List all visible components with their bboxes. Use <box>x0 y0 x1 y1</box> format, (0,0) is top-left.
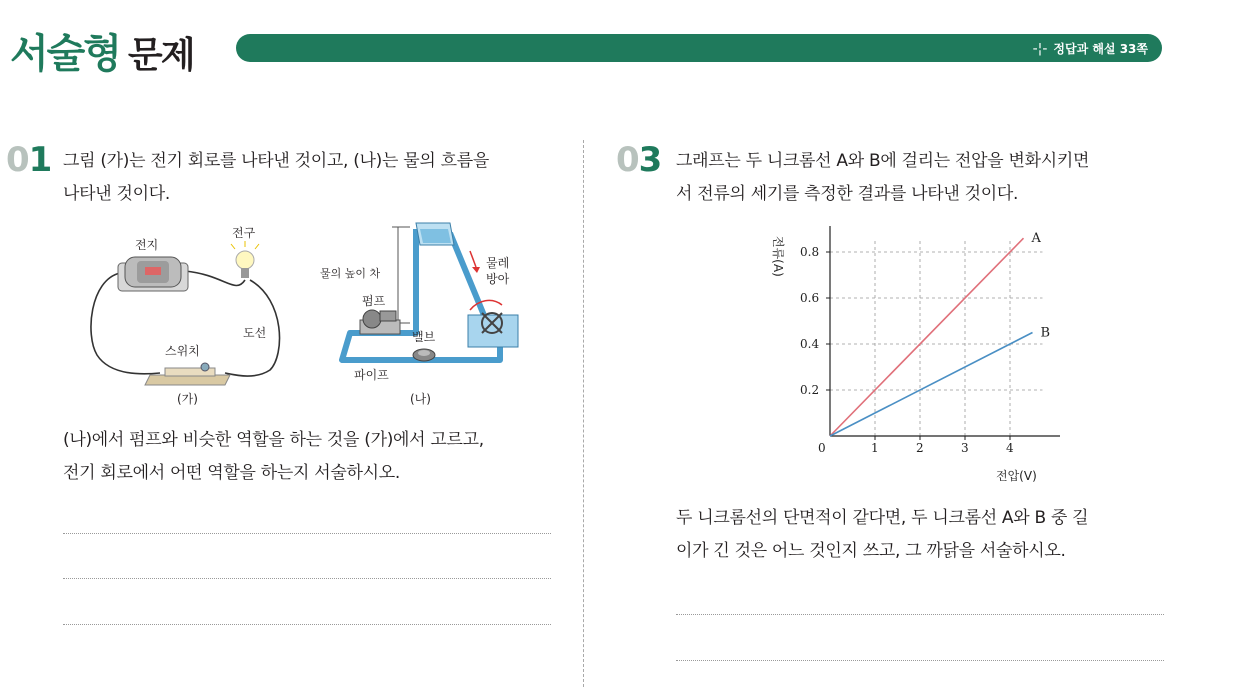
q3-intro-line1: 그래프는 두 니크롬선 A와 B에 걸리는 전압을 변화시키면 <box>676 151 1090 171</box>
q3-question-line1: 두 니크롬선의 단면적이 같다면, 두 니크롬선 A와 B 중 길 <box>676 508 1089 528</box>
q3-answer-line-2[interactable] <box>676 660 1164 661</box>
x-tick-label: 1 <box>871 441 879 455</box>
header-bar <box>236 34 1162 62</box>
column-divider <box>583 140 584 687</box>
caption-b: (나) <box>410 392 431 406</box>
q3-question <box>676 502 1186 568</box>
battery-icon <box>118 257 188 291</box>
label-wire: 도선 <box>243 326 267 340</box>
q1-answer-line-3[interactable] <box>63 624 551 625</box>
x-tick-label: 2 <box>916 441 924 455</box>
x-tick-label: 4 <box>1006 441 1014 455</box>
bulb-icon <box>231 241 259 278</box>
section-title <box>10 22 194 77</box>
q1-question-line2: 전기 회로에서 어떤 역할을 하는지 서술하시오. <box>63 463 400 483</box>
question-number-03: 03 <box>616 140 662 180</box>
figure-water-flow <box>320 215 530 410</box>
q3-intro-line2: 서 전류의 세기를 측정한 결과를 나타낸 것이다. <box>676 184 1019 204</box>
series-line-b <box>830 333 1033 437</box>
chart-origin-label: 0 <box>818 441 826 455</box>
label-pipe: 파이프 <box>354 368 389 382</box>
chart-grid <box>830 239 1043 436</box>
current-voltage-chart <box>760 222 1090 490</box>
pump-icon <box>360 310 400 334</box>
q3-question-line2: 이가 긴 것은 어느 것인지 쓰고, 그 까닭을 서술하시오. <box>676 541 1066 561</box>
y-tick-label: 0.8 <box>800 245 820 259</box>
q1-intro-line1: 그림 (가)는 전기 회로를 나타낸 것이고, (나)는 물의 흐름을 <box>63 151 489 171</box>
chart-series <box>830 231 1050 436</box>
label-waterwheel-2: 방아 <box>486 272 510 286</box>
series-label-a: A <box>1031 231 1041 247</box>
crosshair-plus-icon: -¦- <box>1032 40 1048 57</box>
q1-question <box>63 424 573 490</box>
series-label-b: B <box>1040 325 1051 341</box>
answer-reference-text: 정답과 해설 33쪽 <box>1053 42 1148 56</box>
y-tick-label: 0.6 <box>800 291 820 305</box>
y-tick-label: 0.2 <box>800 383 820 397</box>
chart-ticks <box>800 245 1014 455</box>
section-title-dark: 문제 <box>127 35 194 76</box>
label-switch: 스위치 <box>165 344 200 358</box>
water-wheel-icon <box>468 300 518 347</box>
label-bulb: 전구 <box>232 226 256 240</box>
x-axis-label: 전압(V) <box>996 469 1037 483</box>
q3-intro <box>676 145 1186 211</box>
q1-answer-line-1[interactable] <box>63 533 551 534</box>
caption-a: (가) <box>177 392 198 406</box>
y-tick-label: 0.4 <box>800 337 820 351</box>
q1-question-line1: (나)에서 펌프와 비슷한 역할을 하는 것을 (가)에서 고르고, <box>63 430 484 450</box>
q1-intro-line2: 나타낸 것이다. <box>63 184 170 204</box>
label-height-diff: 물의 높이 차 <box>320 267 381 280</box>
x-tick-label: 3 <box>961 441 969 455</box>
figure-electric-circuit <box>85 225 295 410</box>
question-number-01: 01 <box>6 140 52 180</box>
q3-answer-line-1[interactable] <box>676 614 1164 615</box>
series-line-a <box>830 238 1024 436</box>
q1-answer-line-2[interactable] <box>63 578 551 579</box>
answer-reference <box>1033 40 1148 57</box>
label-battery: 전지 <box>135 238 159 252</box>
label-valve: 밸브 <box>412 330 436 344</box>
valve-icon <box>413 349 435 361</box>
top-water-tank-icon <box>416 223 454 245</box>
q1-intro <box>63 145 573 211</box>
section-title-green: 서술형 <box>10 31 120 77</box>
y-axis-label: 전류(A) <box>771 236 785 277</box>
label-waterwheel-1: 물레 <box>486 256 510 270</box>
chart-axes <box>830 226 1060 436</box>
label-pump: 펌프 <box>362 294 386 308</box>
